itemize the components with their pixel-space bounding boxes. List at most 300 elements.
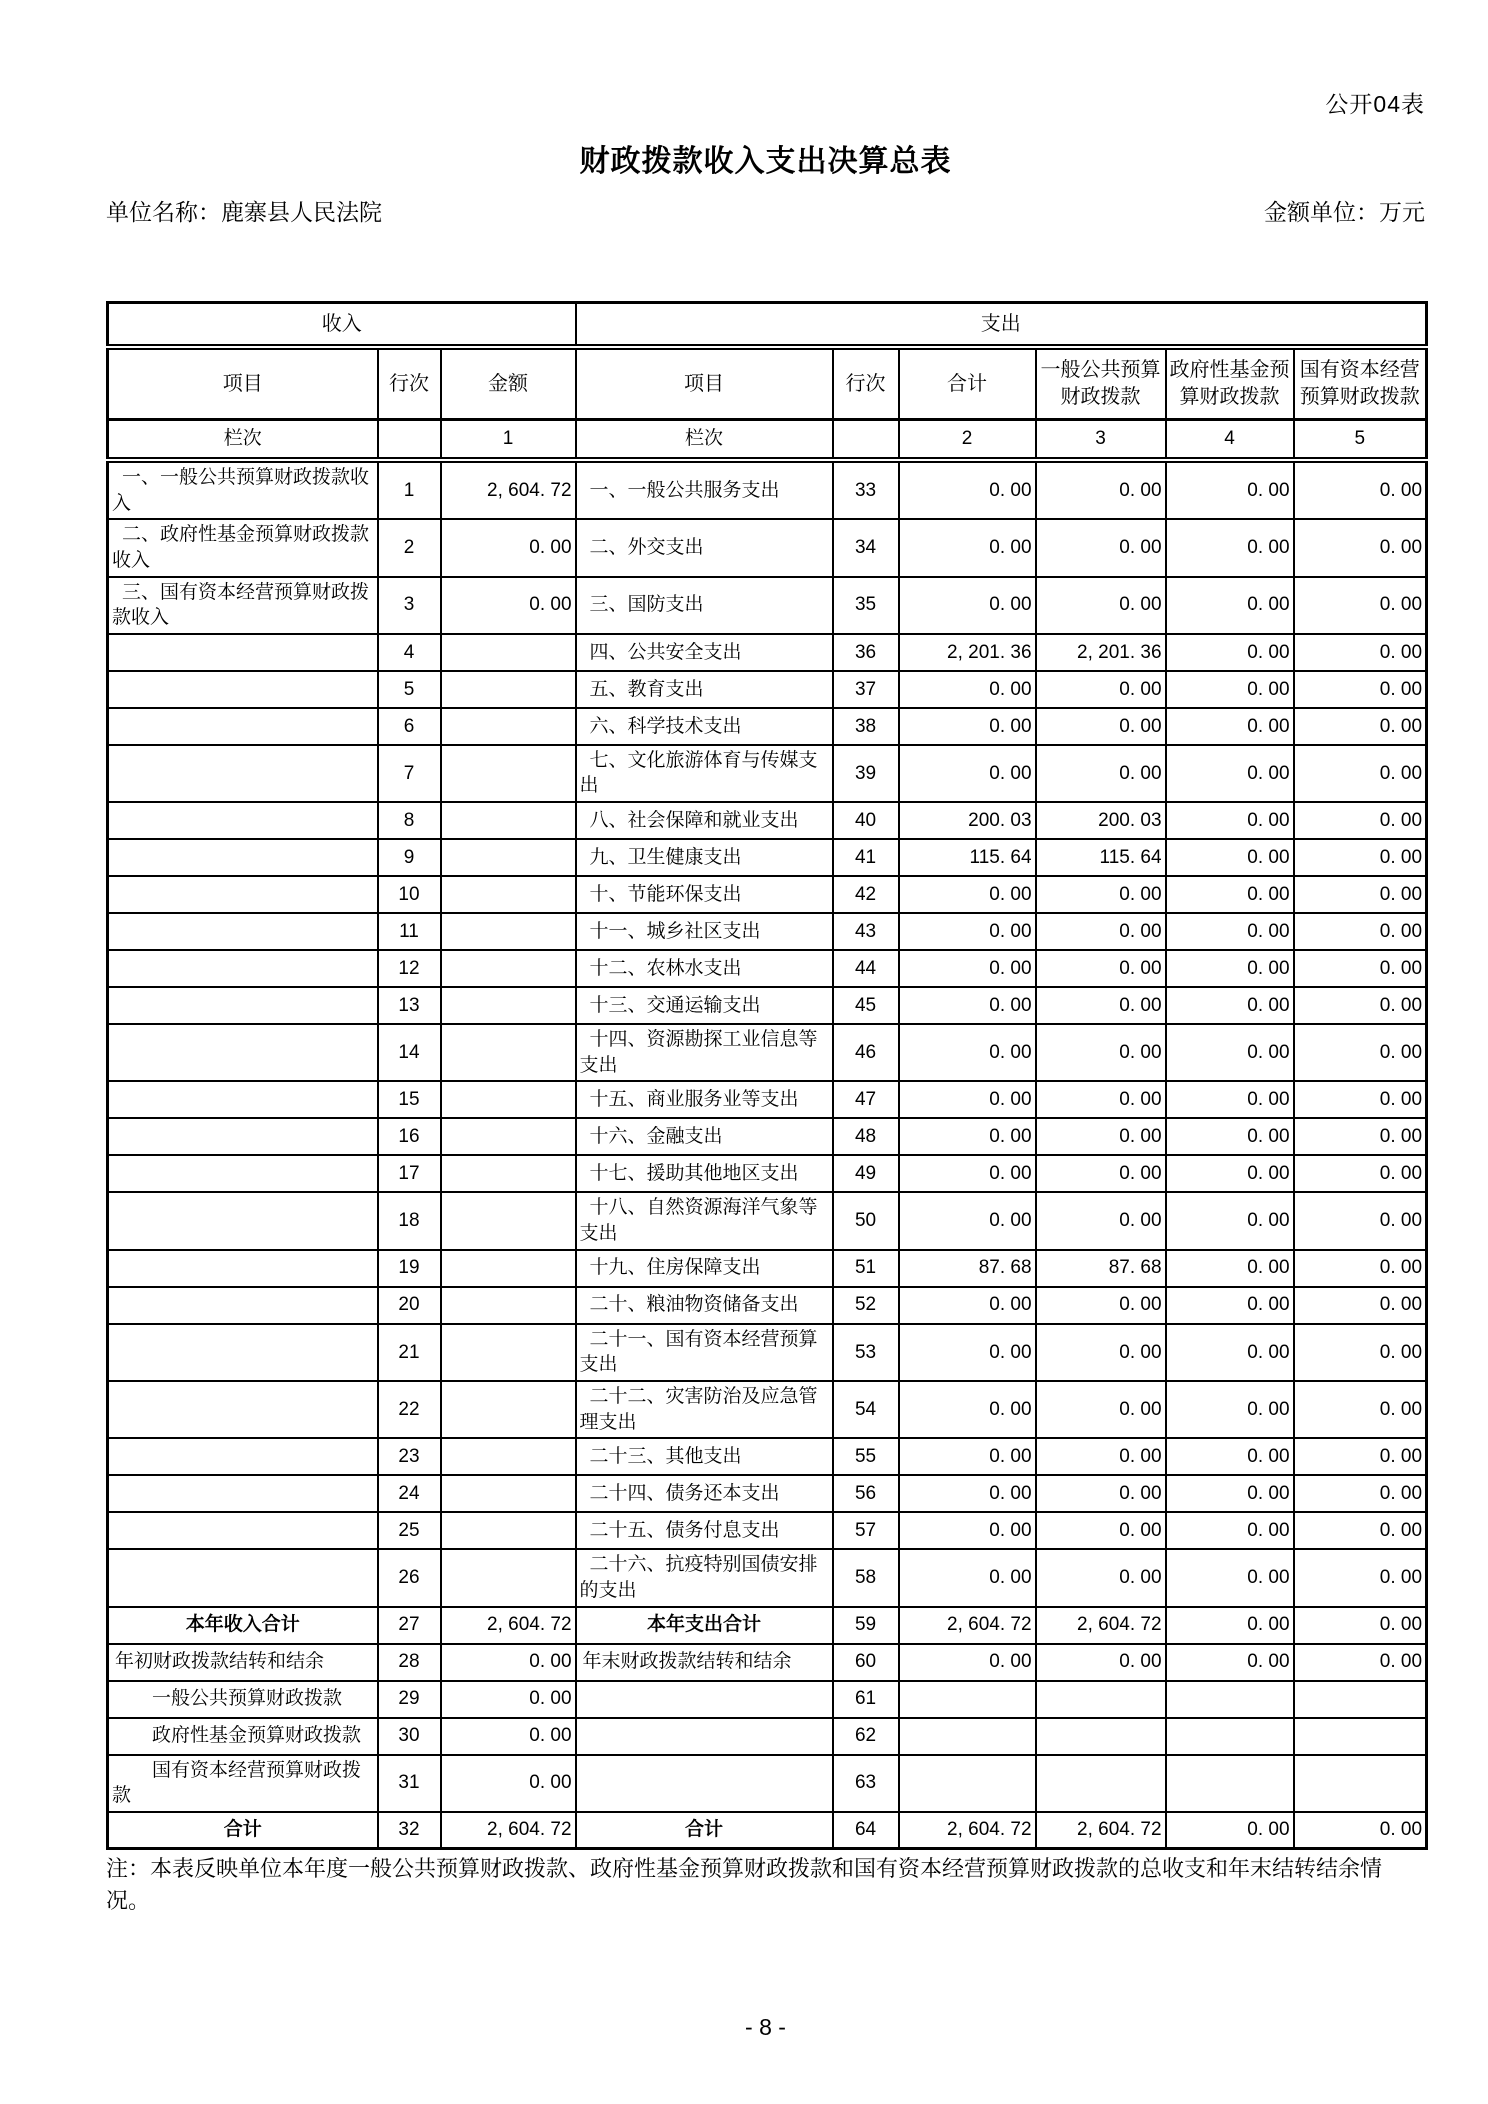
expense-state-capital-cell: 0. 00 <box>1294 1081 1427 1118</box>
expense-govt-fund-cell: 0. 00 <box>1166 1324 1294 1381</box>
expense-govt-fund-cell: 0. 00 <box>1166 519 1294 576</box>
expense-general-budget-cell: 0. 00 <box>1036 913 1166 950</box>
expense-govt-fund-cell: 0. 00 <box>1166 1081 1294 1118</box>
income-line-cell: 4 <box>378 634 441 671</box>
expense-item-cell: 合计 <box>576 1812 833 1849</box>
index-expense-item-cell: 栏次 <box>576 420 833 461</box>
income-amount-cell <box>441 950 576 987</box>
expense-total-cell: 200. 03 <box>899 802 1036 839</box>
income-line-cell: 22 <box>378 1381 441 1438</box>
expense-item-cell: 二十三、其他支出 <box>576 1438 833 1475</box>
col-header-income-line-cell: 行次 <box>378 347 441 420</box>
expense-total-cell: 0. 00 <box>899 1287 1036 1324</box>
expense-govt-fund-cell: 0. 00 <box>1166 460 1294 519</box>
income-item-cell <box>108 802 378 839</box>
expense-general-budget-cell: 0. 00 <box>1036 708 1166 745</box>
expense-state-capital-cell: 0. 00 <box>1294 1118 1427 1155</box>
expense-general-budget-cell: 0. 00 <box>1036 1324 1166 1381</box>
expense-line-cell: 57 <box>833 1512 899 1549</box>
col-header-expense-state-capital-cell: 国有资本经营预算财政拨款 <box>1294 347 1427 420</box>
page-number: - 8 - <box>745 2014 786 2040</box>
expense-govt-fund-cell <box>1166 1718 1294 1755</box>
expense-govt-fund-cell: 0. 00 <box>1166 987 1294 1024</box>
expense-line-cell: 43 <box>833 913 899 950</box>
expense-govt-fund-cell: 0. 00 <box>1166 1475 1294 1512</box>
col-header-income-amount-cell: 金额 <box>441 347 576 420</box>
expense-total-cell: 0. 00 <box>899 950 1036 987</box>
income-item-cell: 政府性基金预算财政拨款 <box>108 1718 378 1755</box>
expense-line-cell: 63 <box>833 1755 899 1812</box>
table-row <box>108 1250 1427 1287</box>
expense-line-cell: 62 <box>833 1718 899 1755</box>
table-row <box>108 802 1427 839</box>
table-row <box>108 839 1427 876</box>
expense-state-capital-cell: 0. 00 <box>1294 1549 1427 1606</box>
expense-general-budget-cell: 0. 00 <box>1036 1549 1166 1606</box>
col-header-income-item-cell: 项目 <box>108 347 378 420</box>
expense-total-cell: 0. 00 <box>899 1549 1036 1606</box>
income-amount-cell <box>441 1081 576 1118</box>
income-amount-cell <box>441 1192 576 1249</box>
expense-item-cell: 十四、资源勘探工业信息等支出 <box>576 1024 833 1081</box>
expense-line-cell: 52 <box>833 1287 899 1324</box>
expense-item-cell <box>576 1681 833 1718</box>
table-row <box>108 745 1427 802</box>
table-row <box>108 1755 1427 1812</box>
income-item-cell <box>108 950 378 987</box>
expense-general-budget-cell: 0. 00 <box>1036 1512 1166 1549</box>
col-header-expense-total-cell: 合计 <box>899 347 1036 420</box>
income-item-cell: 二、政府性基金预算财政拨款收入 <box>108 519 378 576</box>
expense-govt-fund-cell: 0. 00 <box>1166 1549 1294 1606</box>
expense-govt-fund-cell: 0. 00 <box>1166 1607 1294 1644</box>
income-item-cell: 一般公共预算财政拨款 <box>108 1681 378 1718</box>
column-index-row <box>108 420 1427 461</box>
expense-state-capital-cell: 0. 00 <box>1294 913 1427 950</box>
table-row <box>108 1192 1427 1249</box>
income-item-cell <box>108 1381 378 1438</box>
income-amount-cell <box>441 1438 576 1475</box>
expense-general-budget-cell <box>1036 1755 1166 1812</box>
expense-general-budget-cell: 87. 68 <box>1036 1250 1166 1287</box>
expense-total-cell: 0. 00 <box>899 519 1036 576</box>
expense-line-cell: 38 <box>833 708 899 745</box>
expense-total-cell <box>899 1681 1036 1718</box>
expense-govt-fund-cell: 0. 00 <box>1166 1155 1294 1192</box>
expense-govt-fund-cell: 0. 00 <box>1166 1287 1294 1324</box>
section-header-income: 收入 <box>108 303 576 348</box>
income-amount-cell: 2, 604. 72 <box>441 1607 576 1644</box>
expense-line-cell: 47 <box>833 1081 899 1118</box>
expense-item-cell: 五、教育支出 <box>576 671 833 708</box>
income-line-cell: 7 <box>378 745 441 802</box>
expense-state-capital-cell: 0. 00 <box>1294 950 1427 987</box>
expense-line-cell: 55 <box>833 1438 899 1475</box>
expense-total-cell: 0. 00 <box>899 708 1036 745</box>
expense-item-cell: 八、社会保障和就业支出 <box>576 802 833 839</box>
expense-line-cell: 54 <box>833 1381 899 1438</box>
index-expense-line-cell <box>833 420 899 461</box>
income-line-cell: 26 <box>378 1549 441 1606</box>
index-income-amount-cell: 1 <box>441 420 576 461</box>
income-item-cell: 合计 <box>108 1812 378 1849</box>
expense-state-capital-cell: 0. 00 <box>1294 1192 1427 1249</box>
expense-govt-fund-cell: 0. 00 <box>1166 1381 1294 1438</box>
expense-item-cell: 十二、农林水支出 <box>576 950 833 987</box>
expense-general-budget-cell: 0. 00 <box>1036 577 1166 634</box>
income-line-cell: 10 <box>378 876 441 913</box>
income-amount-cell: 0. 00 <box>441 1644 576 1681</box>
expense-line-cell: 41 <box>833 839 899 876</box>
income-item-cell <box>108 1192 378 1249</box>
amount-unit: 金额单位：万元 <box>1264 199 1425 225</box>
income-item-cell <box>108 1475 378 1512</box>
income-amount-cell <box>441 1475 576 1512</box>
index-expense-general-budget-cell: 3 <box>1036 420 1166 461</box>
expense-line-cell: 42 <box>833 876 899 913</box>
expense-total-cell: 2, 604. 72 <box>899 1812 1036 1849</box>
unit-name: 单位名称：鹿寨县人民法院 <box>106 199 382 225</box>
expense-item-cell: 十九、住房保障支出 <box>576 1250 833 1287</box>
expense-line-cell: 46 <box>833 1024 899 1081</box>
income-line-cell: 24 <box>378 1475 441 1512</box>
meta-row <box>106 194 1425 227</box>
expense-total-cell: 0. 00 <box>899 1024 1036 1081</box>
income-line-cell: 18 <box>378 1192 441 1249</box>
expense-total-cell <box>899 1718 1036 1755</box>
income-line-cell: 20 <box>378 1287 441 1324</box>
expense-total-cell: 0. 00 <box>899 1381 1036 1438</box>
expense-line-cell: 50 <box>833 1192 899 1249</box>
expense-line-cell: 60 <box>833 1644 899 1681</box>
income-line-cell: 15 <box>378 1081 441 1118</box>
expense-line-cell: 34 <box>833 519 899 576</box>
table-row <box>108 1381 1427 1438</box>
expense-state-capital-cell: 0. 00 <box>1294 1607 1427 1644</box>
expense-govt-fund-cell: 0. 00 <box>1166 1812 1294 1849</box>
expense-state-capital-cell: 0. 00 <box>1294 1155 1427 1192</box>
table-row <box>108 1644 1427 1681</box>
income-line-cell: 12 <box>378 950 441 987</box>
expense-govt-fund-cell: 0. 00 <box>1166 1644 1294 1681</box>
expense-line-cell: 61 <box>833 1681 899 1718</box>
table-row <box>108 950 1427 987</box>
col-header-expense-item-cell: 项目 <box>576 347 833 420</box>
income-line-cell: 21 <box>378 1324 441 1381</box>
expense-item-cell: 二十五、债务付息支出 <box>576 1512 833 1549</box>
expense-general-budget-cell: 2, 604. 72 <box>1036 1812 1166 1849</box>
expense-general-budget-cell: 0. 00 <box>1036 1118 1166 1155</box>
income-amount-cell <box>441 671 576 708</box>
table-row <box>108 913 1427 950</box>
expense-total-cell: 0. 00 <box>899 1644 1036 1681</box>
expense-state-capital-cell: 0. 00 <box>1294 577 1427 634</box>
income-line-cell: 31 <box>378 1755 441 1812</box>
expense-govt-fund-cell: 0. 00 <box>1166 802 1294 839</box>
expense-general-budget-cell: 0. 00 <box>1036 745 1166 802</box>
expense-state-capital-cell: 0. 00 <box>1294 519 1427 576</box>
income-line-cell: 1 <box>378 460 441 519</box>
expense-line-cell: 40 <box>833 802 899 839</box>
index-income-line-cell <box>378 420 441 461</box>
expense-general-budget-cell: 0. 00 <box>1036 671 1166 708</box>
section-header-expense: 支出 <box>576 303 1427 348</box>
expense-general-budget-cell: 0. 00 <box>1036 1438 1166 1475</box>
expense-govt-fund-cell: 0. 00 <box>1166 1118 1294 1155</box>
expense-line-cell: 37 <box>833 671 899 708</box>
table-row <box>108 519 1427 576</box>
income-item-cell <box>108 1081 378 1118</box>
expense-govt-fund-cell: 0. 00 <box>1166 1024 1294 1081</box>
income-amount-cell <box>441 745 576 802</box>
expense-item-cell: 二十六、抗疫特别国债安排的支出 <box>576 1549 833 1606</box>
expense-line-cell: 51 <box>833 1250 899 1287</box>
expense-general-budget-cell: 0. 00 <box>1036 1192 1166 1249</box>
expense-total-cell: 0. 00 <box>899 1118 1036 1155</box>
table-row <box>108 1607 1427 1644</box>
expense-total-cell: 0. 00 <box>899 1081 1036 1118</box>
expense-state-capital-cell <box>1294 1755 1427 1812</box>
income-amount-cell <box>441 708 576 745</box>
expense-item-cell: 十三、交通运输支出 <box>576 987 833 1024</box>
table-row <box>108 460 1427 519</box>
expense-state-capital-cell: 0. 00 <box>1294 460 1427 519</box>
expense-line-cell: 53 <box>833 1324 899 1381</box>
expense-item-cell: 十五、商业服务业等支出 <box>576 1081 833 1118</box>
expense-total-cell: 0. 00 <box>899 671 1036 708</box>
table-row <box>108 1287 1427 1324</box>
expense-total-cell: 0. 00 <box>899 1438 1036 1475</box>
expense-state-capital-cell: 0. 00 <box>1294 1438 1427 1475</box>
expense-general-budget-cell: 0. 00 <box>1036 1155 1166 1192</box>
income-item-cell <box>108 1155 378 1192</box>
income-amount-cell <box>441 1118 576 1155</box>
income-line-cell: 8 <box>378 802 441 839</box>
expense-govt-fund-cell: 0. 00 <box>1166 839 1294 876</box>
income-line-cell: 6 <box>378 708 441 745</box>
expense-state-capital-cell: 0. 00 <box>1294 708 1427 745</box>
expense-line-cell: 44 <box>833 950 899 987</box>
expense-item-cell: 九、卫生健康支出 <box>576 839 833 876</box>
income-amount-cell: 0. 00 <box>441 1681 576 1718</box>
content <box>106 301 1425 1917</box>
expense-state-capital-cell: 0. 00 <box>1294 839 1427 876</box>
expense-item-cell: 十八、自然资源海洋气象等支出 <box>576 1192 833 1249</box>
income-amount-cell <box>441 1024 576 1081</box>
table-row <box>108 1438 1427 1475</box>
income-line-cell: 29 <box>378 1681 441 1718</box>
income-line-cell: 30 <box>378 1718 441 1755</box>
expense-general-budget-cell <box>1036 1681 1166 1718</box>
table-note: 注：本表反映单位本年度一般公共预算财政拨款、政府性基金预算财政拨款和国有资本经营预算财政拨款的总收支和年末结转结余情况。 <box>106 1856 1383 1914</box>
table-row <box>108 1549 1427 1606</box>
expense-line-cell: 64 <box>833 1812 899 1849</box>
expense-item-cell: 三、国防支出 <box>576 577 833 634</box>
expense-state-capital-cell: 0. 00 <box>1294 1287 1427 1324</box>
expense-general-budget-cell: 0. 00 <box>1036 1644 1166 1681</box>
expense-state-capital-cell: 0. 00 <box>1294 671 1427 708</box>
expense-item-cell: 六、科学技术支出 <box>576 708 833 745</box>
table-row <box>108 708 1427 745</box>
income-item-cell <box>108 1324 378 1381</box>
expense-general-budget-cell: 2, 604. 72 <box>1036 1607 1166 1644</box>
expense-total-cell: 115. 64 <box>899 839 1036 876</box>
expense-govt-fund-cell: 0. 00 <box>1166 634 1294 671</box>
income-amount-cell: 0. 00 <box>441 519 576 576</box>
expense-govt-fund-cell: 0. 00 <box>1166 671 1294 708</box>
income-line-cell: 9 <box>378 839 441 876</box>
income-item-cell <box>108 708 378 745</box>
expense-total-cell: 87. 68 <box>899 1250 1036 1287</box>
expense-govt-fund-cell: 0. 00 <box>1166 1250 1294 1287</box>
page-title: 财政拨款收入支出决算总表 <box>579 145 952 178</box>
expense-item-cell: 一、一般公共服务支出 <box>576 460 833 519</box>
income-amount-cell <box>441 839 576 876</box>
income-amount-cell <box>441 913 576 950</box>
income-item-cell <box>108 839 378 876</box>
doc-code: 公开04表 <box>1325 91 1425 117</box>
table-row <box>108 1081 1427 1118</box>
table-row <box>108 577 1427 634</box>
expense-general-budget-cell: 0. 00 <box>1036 987 1166 1024</box>
income-amount-cell <box>441 1155 576 1192</box>
income-item-cell <box>108 913 378 950</box>
income-line-cell: 16 <box>378 1118 441 1155</box>
expense-line-cell: 49 <box>833 1155 899 1192</box>
expense-state-capital-cell <box>1294 1681 1427 1718</box>
expense-total-cell: 2, 604. 72 <box>899 1607 1036 1644</box>
expense-total-cell <box>899 1755 1036 1812</box>
expense-general-budget-cell: 0. 00 <box>1036 950 1166 987</box>
income-amount-cell: 0. 00 <box>441 1755 576 1812</box>
income-item-cell <box>108 1250 378 1287</box>
income-item-cell <box>108 987 378 1024</box>
income-item-cell <box>108 1438 378 1475</box>
income-amount-cell <box>441 1512 576 1549</box>
expense-total-cell: 0. 00 <box>899 987 1036 1024</box>
expense-total-cell: 0. 00 <box>899 1512 1036 1549</box>
table-row <box>108 1812 1427 1849</box>
expense-govt-fund-cell: 0. 00 <box>1166 745 1294 802</box>
expense-govt-fund-cell: 0. 00 <box>1166 577 1294 634</box>
income-line-cell: 19 <box>378 1250 441 1287</box>
expense-state-capital-cell: 0. 00 <box>1294 1812 1427 1849</box>
income-amount-cell <box>441 1287 576 1324</box>
table-row <box>108 1718 1427 1755</box>
expense-item-cell: 二十一、国有资本经营预算支出 <box>576 1324 833 1381</box>
expense-general-budget-cell: 0. 00 <box>1036 1381 1166 1438</box>
expense-general-budget-cell: 0. 00 <box>1036 1024 1166 1081</box>
col-header-expense-govt-fund-cell: 政府性基金预算财政拨款 <box>1166 347 1294 420</box>
income-item-cell <box>108 745 378 802</box>
income-amount-cell: 2, 604. 72 <box>441 1812 576 1849</box>
expense-state-capital-cell: 0. 00 <box>1294 802 1427 839</box>
expense-item-cell: 二十二、灾害防治及应急管理支出 <box>576 1381 833 1438</box>
expense-line-cell: 48 <box>833 1118 899 1155</box>
expense-state-capital-cell <box>1294 1718 1427 1755</box>
expense-general-budget-cell: 0. 00 <box>1036 460 1166 519</box>
expense-item-cell <box>576 1718 833 1755</box>
expense-state-capital-cell: 0. 00 <box>1294 1475 1427 1512</box>
income-item-cell: 一、一般公共预算财政拨款收入 <box>108 460 378 519</box>
expense-state-capital-cell: 0. 00 <box>1294 1644 1427 1681</box>
expense-state-capital-cell: 0. 00 <box>1294 1250 1427 1287</box>
expense-item-cell: 七、文化旅游体育与传媒支出 <box>576 745 833 802</box>
expense-line-cell: 33 <box>833 460 899 519</box>
income-line-cell: 14 <box>378 1024 441 1081</box>
income-line-cell: 3 <box>378 577 441 634</box>
income-item-cell <box>108 634 378 671</box>
expense-item-cell: 本年支出合计 <box>576 1607 833 1644</box>
expense-state-capital-cell: 0. 00 <box>1294 1381 1427 1438</box>
income-amount-cell <box>441 1549 576 1606</box>
expense-item-cell: 十一、城乡社区支出 <box>576 913 833 950</box>
expense-line-cell: 45 <box>833 987 899 1024</box>
income-amount-cell <box>441 876 576 913</box>
expense-state-capital-cell: 0. 00 <box>1294 876 1427 913</box>
income-amount-cell: 0. 00 <box>441 577 576 634</box>
income-item-cell <box>108 876 378 913</box>
expense-govt-fund-cell: 0. 00 <box>1166 1438 1294 1475</box>
section-header-row <box>108 303 1427 348</box>
expense-govt-fund-cell: 0. 00 <box>1166 950 1294 987</box>
expense-total-cell: 0. 00 <box>899 1475 1036 1512</box>
expense-total-cell: 0. 00 <box>899 460 1036 519</box>
expense-line-cell: 58 <box>833 1549 899 1606</box>
expense-item-cell: 二十四、债务还本支出 <box>576 1475 833 1512</box>
income-amount-cell <box>441 1250 576 1287</box>
fiscal-table <box>106 301 1428 1850</box>
table-row <box>108 1475 1427 1512</box>
income-line-cell: 32 <box>378 1812 441 1849</box>
expense-item-cell: 年末财政拨款结转和结余 <box>576 1644 833 1681</box>
expense-total-cell: 0. 00 <box>899 1192 1036 1249</box>
expense-line-cell: 56 <box>833 1475 899 1512</box>
expense-item-cell: 十七、援助其他地区支出 <box>576 1155 833 1192</box>
income-amount-cell: 0. 00 <box>441 1718 576 1755</box>
income-amount-cell <box>441 1381 576 1438</box>
expense-general-budget-cell: 0. 00 <box>1036 1081 1166 1118</box>
table-row <box>108 1512 1427 1549</box>
expense-total-cell: 2, 201. 36 <box>899 634 1036 671</box>
expense-total-cell: 0. 00 <box>899 876 1036 913</box>
table-row <box>108 1155 1427 1192</box>
table-row <box>108 671 1427 708</box>
income-line-cell: 11 <box>378 913 441 950</box>
expense-state-capital-cell: 0. 00 <box>1294 987 1427 1024</box>
expense-general-budget-cell: 0. 00 <box>1036 1475 1166 1512</box>
table-row <box>108 1324 1427 1381</box>
expense-item-cell: 四、公共安全支出 <box>576 634 833 671</box>
expense-state-capital-cell: 0. 00 <box>1294 1024 1427 1081</box>
expense-general-budget-cell: 200. 03 <box>1036 802 1166 839</box>
expense-general-budget-cell: 0. 00 <box>1036 1287 1166 1324</box>
expense-total-cell: 0. 00 <box>899 745 1036 802</box>
income-amount-cell <box>441 987 576 1024</box>
expense-total-cell: 0. 00 <box>899 913 1036 950</box>
income-item-cell: 三、国有资本经营预算财政拨款收入 <box>108 577 378 634</box>
expense-govt-fund-cell: 0. 00 <box>1166 1512 1294 1549</box>
expense-line-cell: 35 <box>833 577 899 634</box>
expense-item-cell: 二、外交支出 <box>576 519 833 576</box>
table-row <box>108 1118 1427 1155</box>
expense-general-budget-cell: 0. 00 <box>1036 519 1166 576</box>
expense-total-cell: 0. 00 <box>899 577 1036 634</box>
index-expense-govt-fund-cell: 4 <box>1166 420 1294 461</box>
table-row <box>108 1681 1427 1718</box>
income-item-cell <box>108 1287 378 1324</box>
income-line-cell: 27 <box>378 1607 441 1644</box>
